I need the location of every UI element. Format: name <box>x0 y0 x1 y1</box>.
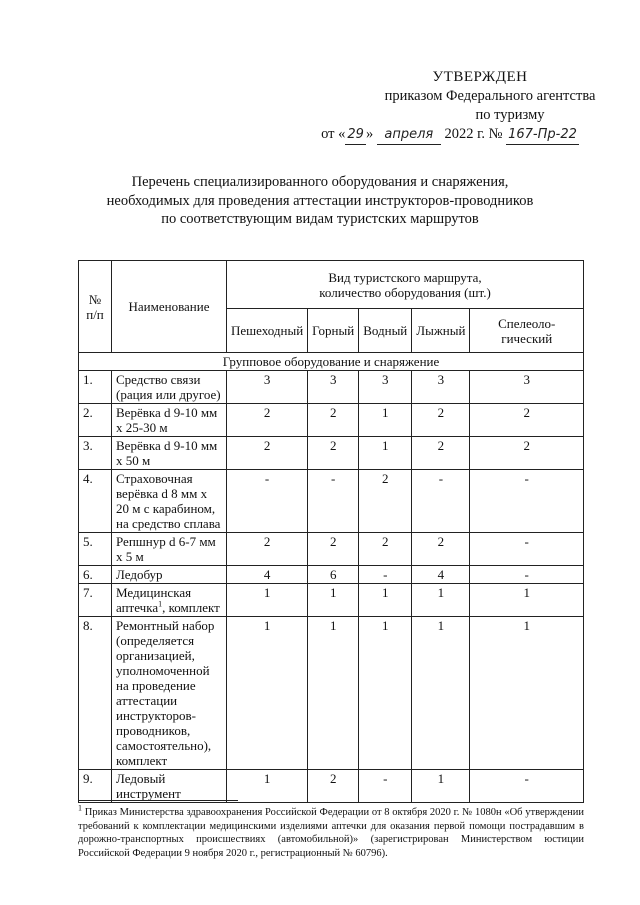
row-name: Верёвка d 9-10 мм х 50 м <box>112 437 227 470</box>
table-row <box>79 584 584 617</box>
group-title: Групповое оборудование и снаряжение <box>79 353 584 371</box>
row-num: 3. <box>79 437 112 470</box>
row-value: 2 <box>227 404 308 437</box>
header-route-line-1: Вид туристского маршрута, <box>328 269 482 285</box>
table-row <box>79 404 584 437</box>
row-value: 3 <box>308 371 359 404</box>
row-value: 6 <box>308 566 359 584</box>
row-value: 2 <box>227 533 308 566</box>
row-value: - <box>470 566 584 584</box>
row-value: 2 <box>470 404 584 437</box>
row-name: Средство связи (рация или другое) <box>112 371 227 404</box>
row-value: 4 <box>412 566 470 584</box>
footnote <box>78 803 584 860</box>
row-num: 1. <box>79 371 112 404</box>
row-value: 2 <box>227 437 308 470</box>
row-num: 8. <box>79 617 112 770</box>
approval-date-line <box>300 125 600 145</box>
row-value: 1 <box>308 617 359 770</box>
header-name: Наименование <box>112 261 227 353</box>
header-route-1: Горный <box>308 309 359 353</box>
row-num: 9. <box>79 770 112 803</box>
footnote-text: Приказ Министерства здравоохранения Российской Федерации от 8 октября 2020 г. № 1080н «Об утверждении требований к комплектации медицинскими изделиями аптечки для оказания первой помощи пострадавшим в дорожно-транспортных происшествиях (автомобильной)» (зарегистрирован Министерством юстиции Российской Федерации 9 ноября 2020 г., регистрационный № 60796). <box>78 807 584 859</box>
date-mid: » <box>365 126 374 142</box>
row-value: 1 <box>470 617 584 770</box>
header-num: № п/п <box>79 261 112 353</box>
row-value: 2 <box>412 404 470 437</box>
row-value: 4 <box>227 566 308 584</box>
row-value: 2 <box>308 404 359 437</box>
row-value: 1 <box>359 584 412 617</box>
row-value: 2 <box>359 533 412 566</box>
approval-line-tourism: по туризму <box>475 107 545 123</box>
approval-title: УТВЕРЖДЕН <box>432 69 528 85</box>
footnote-divider <box>78 800 238 801</box>
row-value: 1 <box>227 584 308 617</box>
row-value: 2 <box>308 437 359 470</box>
row-num: 4. <box>79 470 112 533</box>
heading-line-1: Перечень специализированного оборудования и снаряжения, <box>131 174 509 190</box>
row-value: - <box>470 533 584 566</box>
row-value: 2 <box>470 437 584 470</box>
table-row <box>79 770 584 803</box>
row-value: - <box>308 470 359 533</box>
heading-line-2: необходимых для проведения аттестации инструкторов-проводников <box>106 192 534 209</box>
row-name: Ледовый инструмент <box>112 770 227 803</box>
row-value: 1 <box>227 617 308 770</box>
row-value: 1 <box>412 770 470 803</box>
row-value: 1 <box>412 617 470 770</box>
heading-line-3: по соответствующим видам туристских маршрутов <box>161 211 479 227</box>
row-value: 1 <box>359 617 412 770</box>
header-route-2: Водный <box>359 309 412 353</box>
header-route-type <box>227 261 584 309</box>
row-name: Страховочная верёвка d 8 мм х 20 м с карабином, на средство сплава <box>112 470 227 533</box>
row-value: 1 <box>359 437 412 470</box>
row-num: 7. <box>79 584 112 617</box>
row-value: 2 <box>308 770 359 803</box>
row-value: 1 <box>227 770 308 803</box>
row-name <box>112 584 227 617</box>
row-value: 1 <box>470 584 584 617</box>
row-name-suffix: , комплект <box>162 600 220 615</box>
row-name-text: Медицинская аптечка <box>116 585 192 615</box>
row-value: 2 <box>359 470 412 533</box>
header-route-line-2: количество оборудования (шт.) <box>319 284 491 300</box>
row-value: 1 <box>412 584 470 617</box>
table-row <box>79 437 584 470</box>
row-name: Верёвка d 9-10 мм х 25-30 м <box>112 404 227 437</box>
table-row <box>79 470 584 533</box>
row-name: Репшнур d 6-7 мм х 5 м <box>112 533 227 566</box>
approval-line-agency: приказом Федерального агентства <box>384 88 596 104</box>
date-day-handwritten: 29 <box>345 125 366 145</box>
row-value: - <box>470 470 584 533</box>
row-value: 1 <box>359 404 412 437</box>
row-num: 2. <box>79 404 112 437</box>
row-value: - <box>359 566 412 584</box>
document-heading <box>60 173 580 229</box>
row-value: 2 <box>308 533 359 566</box>
footnote-ref[interactable]: 1 <box>158 599 163 609</box>
row-value: - <box>359 770 412 803</box>
row-name: Ледобур <box>112 566 227 584</box>
table-row <box>79 566 584 584</box>
order-number-handwritten: 167-Пр-22 <box>506 125 579 145</box>
header-route-4: Спелеоло-гический <box>470 309 584 353</box>
row-value: - <box>412 470 470 533</box>
header-route-3: Лыжный <box>412 309 470 353</box>
row-value: 1 <box>308 584 359 617</box>
row-value: 3 <box>359 371 412 404</box>
date-month-handwritten: апреля <box>377 125 441 145</box>
row-value: - <box>470 770 584 803</box>
approval-block <box>300 68 600 145</box>
date-year: 2022 г. № <box>444 126 503 142</box>
row-value: 3 <box>227 371 308 404</box>
row-value: 3 <box>412 371 470 404</box>
table-row <box>79 533 584 566</box>
row-value: 3 <box>470 371 584 404</box>
footnote-mark: 1 <box>78 803 82 813</box>
table-row <box>79 617 584 770</box>
row-value: - <box>227 470 308 533</box>
row-value: 2 <box>412 437 470 470</box>
header-route-0: Пешеходный <box>227 309 308 353</box>
table-row <box>79 371 584 404</box>
row-num: 6. <box>79 566 112 584</box>
row-num: 5. <box>79 533 112 566</box>
row-value: 2 <box>412 533 470 566</box>
date-prefix: от « <box>321 126 346 142</box>
row-name: Ремонтный набор (определяется организацией, уполномоченной на проведение аттестации инструкторов-проводников, самостоятельно), комплект <box>112 617 227 770</box>
equipment-table <box>78 260 584 803</box>
